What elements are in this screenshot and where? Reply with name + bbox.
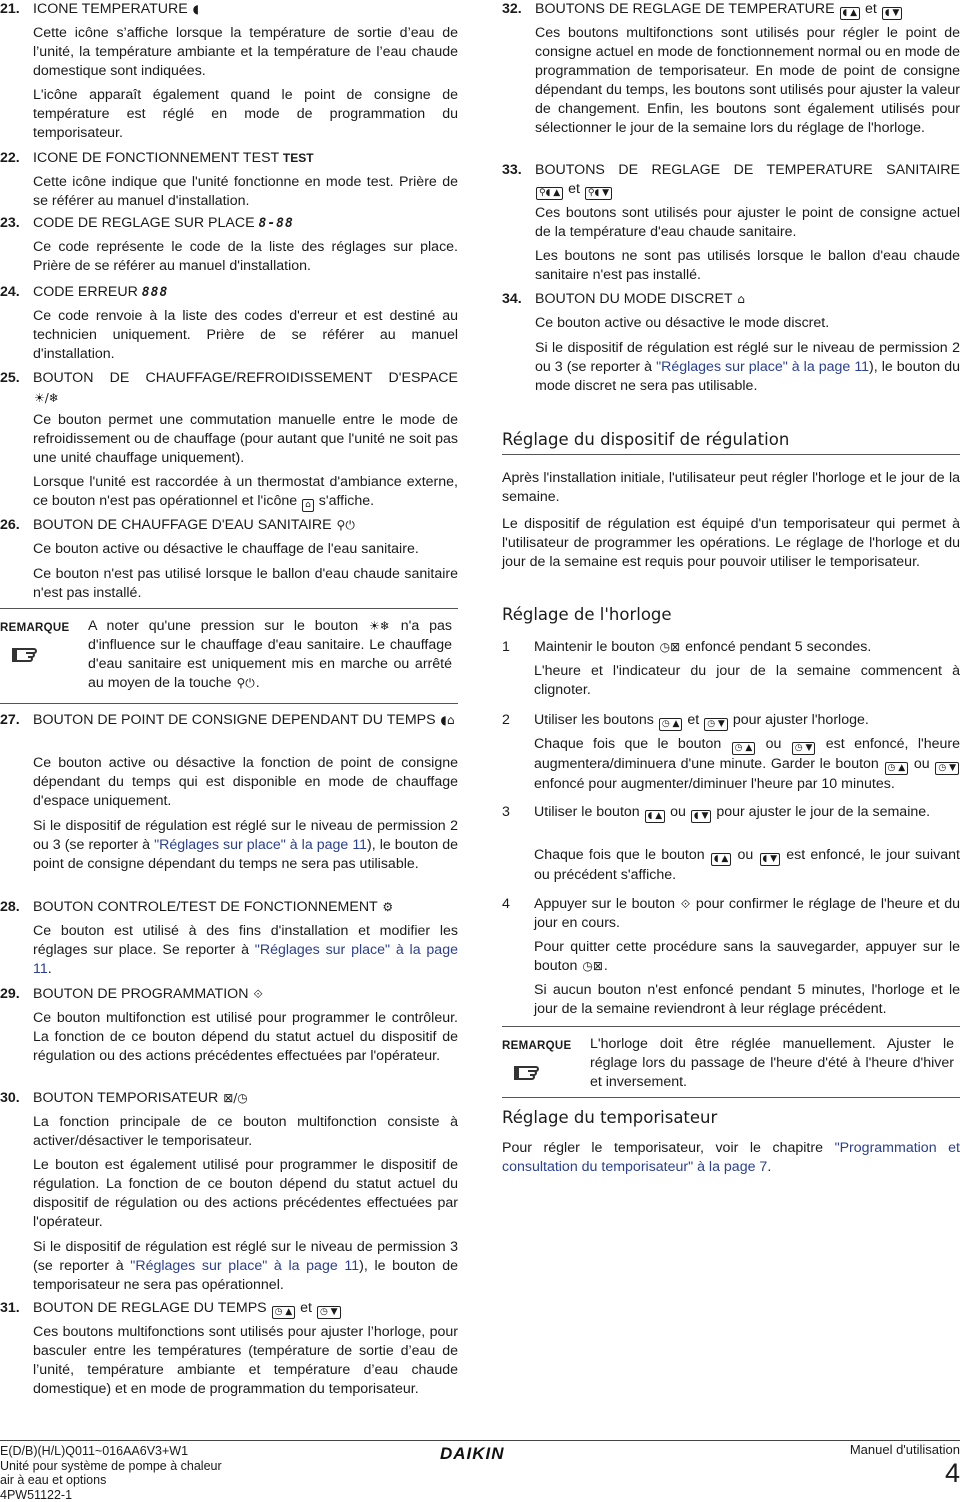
item-26-text-2: Ce bouton n'est pas utilisé lorsque le ballon d'eau chaude sanitaire n'est pas installé. [33, 566, 458, 601]
item-26-heading: 26. BOUTON DE CHAUFFAGE D'EAU SANITAIRE ⚲⏻ [0, 517, 355, 533]
item-30-heading: 30. BOUTON TEMPORISATEUR ⊠/◷ [0, 1090, 248, 1106]
remark-text: A noter qu'une pression sur le bouton ☀❄ n'a pas d'influence sur le chauffage d'eau sanitaire. Le chauffage d'eau sanitaire est uniquement mis en marche ou arrêté au moyen de la touche ⚲⏻. [88, 618, 452, 691]
page-number: 4 [944, 1458, 960, 1488]
item-33-text-2: Les boutons ne sont pas utilisés lorsque le ballon d'eau chaude sanitaire n'est pas installé. [535, 248, 960, 283]
item-31-heading: 31. BOUTON DE REGLAGE DU TEMPS ◷ ▲ et ◷ ▼ [0, 1299, 458, 1319]
item-23-heading: 23. CODE DE REGLAGE SUR PLACE 8-88 [0, 215, 294, 231]
quiet-mode-icon: ⌂ [737, 292, 745, 306]
dhw-temp-down-icon: ⚲◖ ▼ [585, 187, 612, 200]
time-up-icon: ◷ ▲ [272, 1306, 296, 1319]
item-21-heading: 21. ICONE TEMPERATURE ◖ [0, 1, 200, 17]
heat-cool-button-icon: ☀❄ [369, 619, 390, 633]
clock-step-3-text: Chaque fois que le bouton ◖ ▲ ou ◖ ▼ est enfoncé, le jour suivant ou précédent s'affiche. [534, 847, 960, 883]
item-31-text: Ces boutons multifonctions sont utilisés pour ajuster l’horloge, pour basculer entre les températures (température de sortie d’eau de l’unité, température ambiante et température d’eau chaude domestique) et en mode de programmation du temporisateur. [33, 1324, 458, 1397]
time-up-icon: ◷ ▲ [885, 762, 909, 775]
inspection-test-icon: ⚙ [382, 900, 394, 914]
temp-up-icon: ◖ ▲ [711, 853, 732, 866]
time-down-icon: ◷ ▼ [317, 1306, 341, 1319]
timer-icon: ⊠/◷ [223, 1091, 248, 1105]
external-thermostat-icon: ⌂ [302, 499, 314, 512]
program-icon: ⟐ [680, 897, 691, 911]
item-34-text-2: Si le dispositif de régulation est réglé sur le niveau de permission 2 ou 3 (se reporter à "Réglages sur place" à la page 11), le bouton du mode discret ne sera pas utilisable. [535, 340, 960, 394]
error-code-display: 888 [141, 285, 169, 300]
item-27-heading: 27. BOUTON DE POINT DE CONSIGNE DEPENDANT DU TEMPS ◖⌂ [0, 712, 455, 728]
field-settings-link[interactable]: "Réglages sur place" à la page 11 [130, 1258, 360, 1274]
item-23-text: Ce code représente le code de la liste des réglages sur place. Prière de se référer au manuel d'installation. [33, 239, 458, 274]
remark-text: L'horloge doit être réglée manuellement. Ajuster le réglage lors du passage de l'heure d'été à l'heure d'hiver et inversement. [590, 1036, 954, 1090]
item-25-text-1: Ce bouton permet une commutation manuelle entre le mode de refroidissement ou de chauffage (pour autant que l'unité ne soit pas une unité chauffage uniquement). [33, 412, 458, 466]
time-up-icon: ◷ ▲ [732, 742, 756, 755]
item-29-text: Ce bouton multifonction est utilisé pour programmer le contrôleur. La fonction de ce bouton dépend du statut actuel du dispositif de régulation ou des actions précédentes effectuées par l'opérateur. [33, 1010, 458, 1064]
clock-step-2: 2 Utiliser les boutons ◷ ▲ et ◷ ▼ pour ajuster l'horloge. [502, 712, 869, 729]
pointing-hand-icon [12, 643, 46, 665]
field-settings-link[interactable]: "Réglages sur place" à la page 11 [154, 837, 368, 853]
tap-power-icon: ⚲⏻ [236, 676, 255, 690]
field-settings-link[interactable]: "Réglages sur place" à la page 11 [33, 942, 458, 977]
footer-rule [0, 1440, 960, 1441]
clock-step-1-text: L'heure et l'indicateur du jour de la semaine commencent à clignoter. [534, 663, 960, 698]
temp-up-icon: ◖ ▲ [645, 810, 666, 823]
time-down-icon: ◷ ▼ [935, 762, 959, 775]
clock-step-3: 3 Utiliser le bouton ◖ ▲ ou ◖ ▼ pour ajuster le jour de la semaine. [502, 804, 931, 821]
temp-down-icon: ◖ ▼ [882, 7, 903, 20]
controller-setup-text-1: Après l'installation initiale, l'utilisateur peut régler l'horloge et le jour de la semaine. [502, 470, 960, 505]
item-24-heading: 24. CODE ERREUR 888 [0, 284, 169, 300]
item-28-text: Ce bouton est utilisé à des fins d'installation et modifier les réglages sur place. Se reporter à "Réglages sur place" à la page 11. [33, 923, 458, 977]
temp-down-icon: ◖ ▼ [691, 810, 712, 823]
section-rule [502, 454, 960, 455]
item-33-text-1: Ces boutons sont utilisés pour ajuster le point de consigne actuel de la température d'eau chaude sanitaire. [535, 205, 960, 240]
remark-label: REMARQUE [502, 1040, 572, 1052]
item-32-heading: 32. BOUTONS DE REGLAGE DE TEMPERATURE ◖ ▲ et ◖ ▼ [502, 0, 960, 20]
clock-step-4-text-2: Si aucun bouton n'est enfoncé pendant 5 minutes, l'horloge et le jour de la semaine reviendront à leur réglage précédent. [534, 982, 960, 1017]
temp-down-icon: ◖ ▼ [760, 853, 781, 866]
weather-dependent-icon: ◖⌂ [440, 713, 455, 727]
program-icon: ⟐ [253, 987, 263, 1001]
page-footer [0, 1440, 960, 1502]
item-22-text: Cette icône indique que l'unité fonctionne en mode test. Prière de se référer au manuel d'installation. [33, 174, 458, 209]
footer-manual-title: Manuel d'utilisation [849, 1442, 960, 1457]
remark-label: REMARQUE [0, 622, 70, 634]
clock-timer-button-icon: ◷⊠ [582, 959, 603, 973]
tap-power-icon: ⚲⏻ [336, 518, 355, 532]
timer-text: Pour régler le temporisateur, voir le chapitre "Programmation et consultation du temporisateur" à la page 7. [502, 1140, 960, 1175]
time-up-icon: ◷ ▲ [659, 718, 683, 731]
item-25-text-2: Lorsque l'unité est raccordée à un thermostat d'ambiance externe, ce bouton n'est pas opérationnel et l'icône ⌂ s'affiche. [33, 474, 458, 510]
item-27-text-2: Si le dispositif de régulation est réglé sur le niveau de permission 2 ou 3 (se reporter à "Réglages sur place" à la page 11), le bouton de point de consigne dépendant du temps ne sera pas utilisable. [33, 818, 458, 872]
item-21-text-2: L'icône apparaît également quand le point de consigne de température est réglé en mode de programmation du temporisateur. [33, 87, 458, 141]
item-22-heading: 22. ICONE DE FONCTIONNEMENT TEST TEST [0, 150, 314, 166]
time-down-icon: ◷ ▼ [704, 718, 728, 731]
remark-box-right [502, 1026, 960, 1098]
item-29-heading: 29. BOUTON DE PROGRAMMATION ⟐ [0, 986, 263, 1002]
clock-step-4: 4 Appuyer sur le bouton ⟐ pour confirmer le réglage de l'heure et du jour en cours. [502, 896, 960, 931]
item-24-text: Ce code renvoie à la liste des codes d'erreur et est destiné au technicien uniquement. Prière de se référer au manuel d'installation. [33, 308, 458, 362]
footer-model-info: E(D/B)(H/L)Q011~016AA6V3+W1 Unité pour système de pompe à chaleur air à eau et options 4PW51122-1 [0, 1444, 222, 1502]
field-code-display: 8-88 [258, 216, 294, 231]
item-25-heading: 25. BOUTON DE CHAUFFAGE/REFROIDISSEMENT D'ESPACE [0, 370, 458, 386]
item-34-text-1: Ce bouton active ou désactive le mode discret. [535, 315, 830, 331]
time-down-icon: ◷ ▼ [792, 742, 816, 755]
item-30-text-2: Le bouton est également utilisé pour programmer le dispositif de régulation. La fonction de ce bouton dépend du statut actuel du dispositif de régulation ou des actions précédentes effectuées par l'opérateur. [33, 1157, 458, 1230]
clock-timer-button-icon: ◷⊠ [659, 640, 681, 654]
section-title-clock: Réglage de l'horloge [502, 605, 672, 624]
thermometer-icon: ◖ [192, 2, 200, 16]
section-title-timer: Réglage du temporisateur [502, 1108, 718, 1127]
clock-step-4-text-1: Pour quitter cette procédure sans la sauvegarder, appuyer sur le bouton ◷⊠. [534, 939, 960, 974]
test-icon: TEST [282, 151, 314, 165]
controller-setup-text-2: Le dispositif de régulation est équipé d'un temporisateur qui permet à l'utilisateur de programmer les opérations. Le réglage de l'horloge et du jour de la semaine est requis pour pouvoir utiliser le temporisateur. [502, 516, 960, 570]
item-21-text-1: Cette icône s’affiche lorsque la température de sortie d’eau de l’unité, la température ambiante et la température de l’eau chaude domestique sont indiquées. [33, 25, 458, 79]
item-28-heading: 28. BOUTON CONTROLE/TEST DE FONCTIONNEMENT ⚙ [0, 899, 394, 915]
item-30-text-1: La fonction principale de ce bouton multifonction consiste à activer/désactiver le temporisateur. [33, 1114, 458, 1149]
clock-step-2-text: Chaque fois que le bouton ◷ ▲ ou ◷ ▼ est enfoncé, l'heure augmentera/diminuera d'une minute. Garder le bouton ◷ ▲ ou ◷ ▼ enfoncé pour augmenter/diminuer l'heure par 10 minutes. [534, 736, 960, 792]
item-32-text: Ces boutons multifonctions sont utilisés pour régler le point de consigne actuel en mode de fonctionnement normal ou en mode de programmation de temporisateur. En mode de point de consigne dépendant du temps, les boutons sont utilisés pour ajuster la valeur de changement. Enfin, les boutons sont également utilisés pour sélectionner le jour de la semaine lors du réglage de l'horloge. [535, 25, 960, 136]
section-title-controller-setup: Réglage du dispositif de régulation [502, 430, 790, 449]
item-34-heading: 34. BOUTON DU MODE DISCRET ⌂ [502, 291, 745, 307]
heat-cool-icon: ☀/❄ [34, 391, 59, 405]
daikin-logo: DAIKIN [440, 1444, 505, 1463]
temp-up-icon: ◖ ▲ [840, 7, 861, 20]
pointing-hand-icon [514, 1061, 548, 1083]
dhw-buttons-icons: ⚲◖ ▲ et ⚲◖ ▼ [535, 180, 613, 200]
field-settings-link[interactable]: "Réglages sur place" à la page 11 [656, 359, 870, 375]
dhw-temp-up-icon: ⚲◖ ▲ [536, 187, 563, 200]
item-30-text-3: Si le dispositif de régulation est réglé sur le niveau de permission 3 (se reporter à "Réglages sur place" à la page 11), le bouton de temporisateur ne sera pas opérationnel. [33, 1239, 458, 1293]
clock-step-1: 1 Maintenir le bouton ◷⊠ enfoncé pendant 5 secondes. [502, 639, 872, 655]
item-27-text-1: Ce bouton active ou désactive la fonction de point de consigne dépendant du temps qui est disponible en mode de chauffage d'espace uniquement. [33, 755, 458, 809]
timer-chapter-link[interactable]: "Programmation et consultation du temporisateur" à la page 7 [502, 1140, 960, 1175]
item-33-heading: 33. BOUTONS DE REGLAGE DE TEMPERATURE SANITAIRE [502, 162, 960, 178]
item-26-text-1: Ce bouton active ou désactive le chauffage de l'eau sanitaire. [33, 541, 419, 557]
remark-box-left [0, 608, 458, 704]
